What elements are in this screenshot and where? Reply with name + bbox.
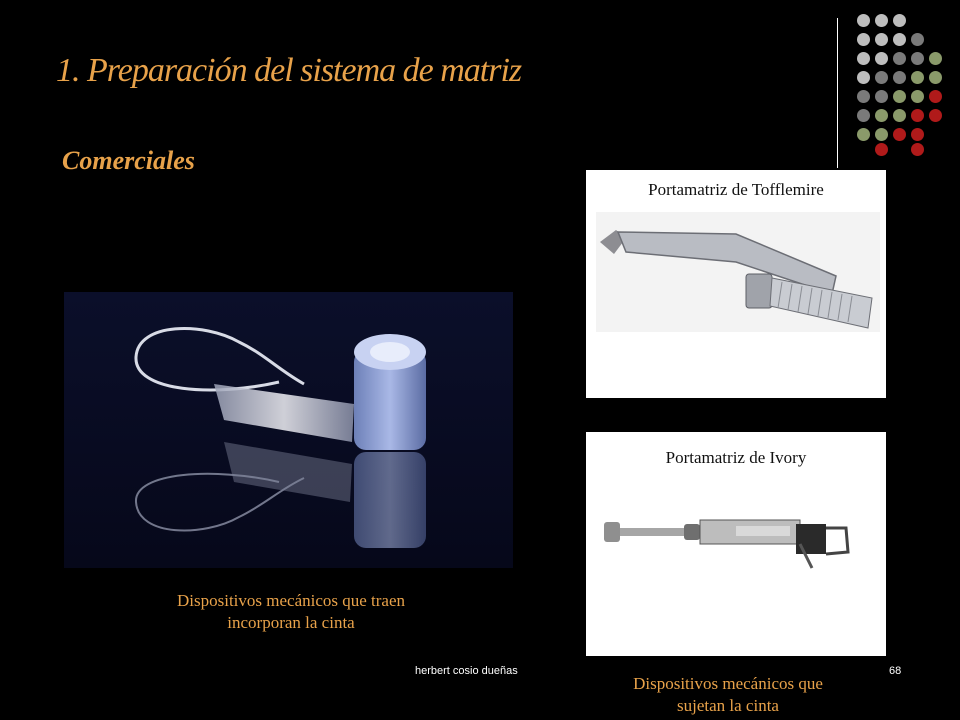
decorative-divider (837, 18, 838, 168)
decorative-dot-grid (853, 14, 949, 156)
right-caption-line1: Dispositivos mecánicos que (633, 674, 823, 693)
matrix-band-photo (64, 292, 513, 568)
left-photo-caption (110, 590, 472, 634)
right-caption (590, 673, 866, 717)
tofflemire-panel (586, 170, 886, 398)
tofflemire-label: Portamatriz de Tofflemire (648, 180, 824, 199)
left-caption-line2: incorporan la cinta (227, 613, 355, 632)
left-caption-line1: Dispositivos mecánicos que traen (176, 591, 406, 610)
footer-page-number: 68 (889, 665, 902, 677)
slide-title: 1. Preparación del sistema de matriz (56, 52, 522, 89)
right-caption-line2: sujetan la cinta (677, 696, 779, 715)
matrix-band-illustration (64, 292, 513, 568)
ivory-illustration (586, 432, 886, 656)
slide-subtitle: Comerciales (62, 146, 195, 175)
tofflemire-illustration (586, 170, 886, 398)
footer-author: herbert cosio dueñas (415, 665, 518, 677)
ivory-panel (586, 432, 886, 656)
ivory-label: Portamatriz de Ivory (665, 448, 807, 467)
